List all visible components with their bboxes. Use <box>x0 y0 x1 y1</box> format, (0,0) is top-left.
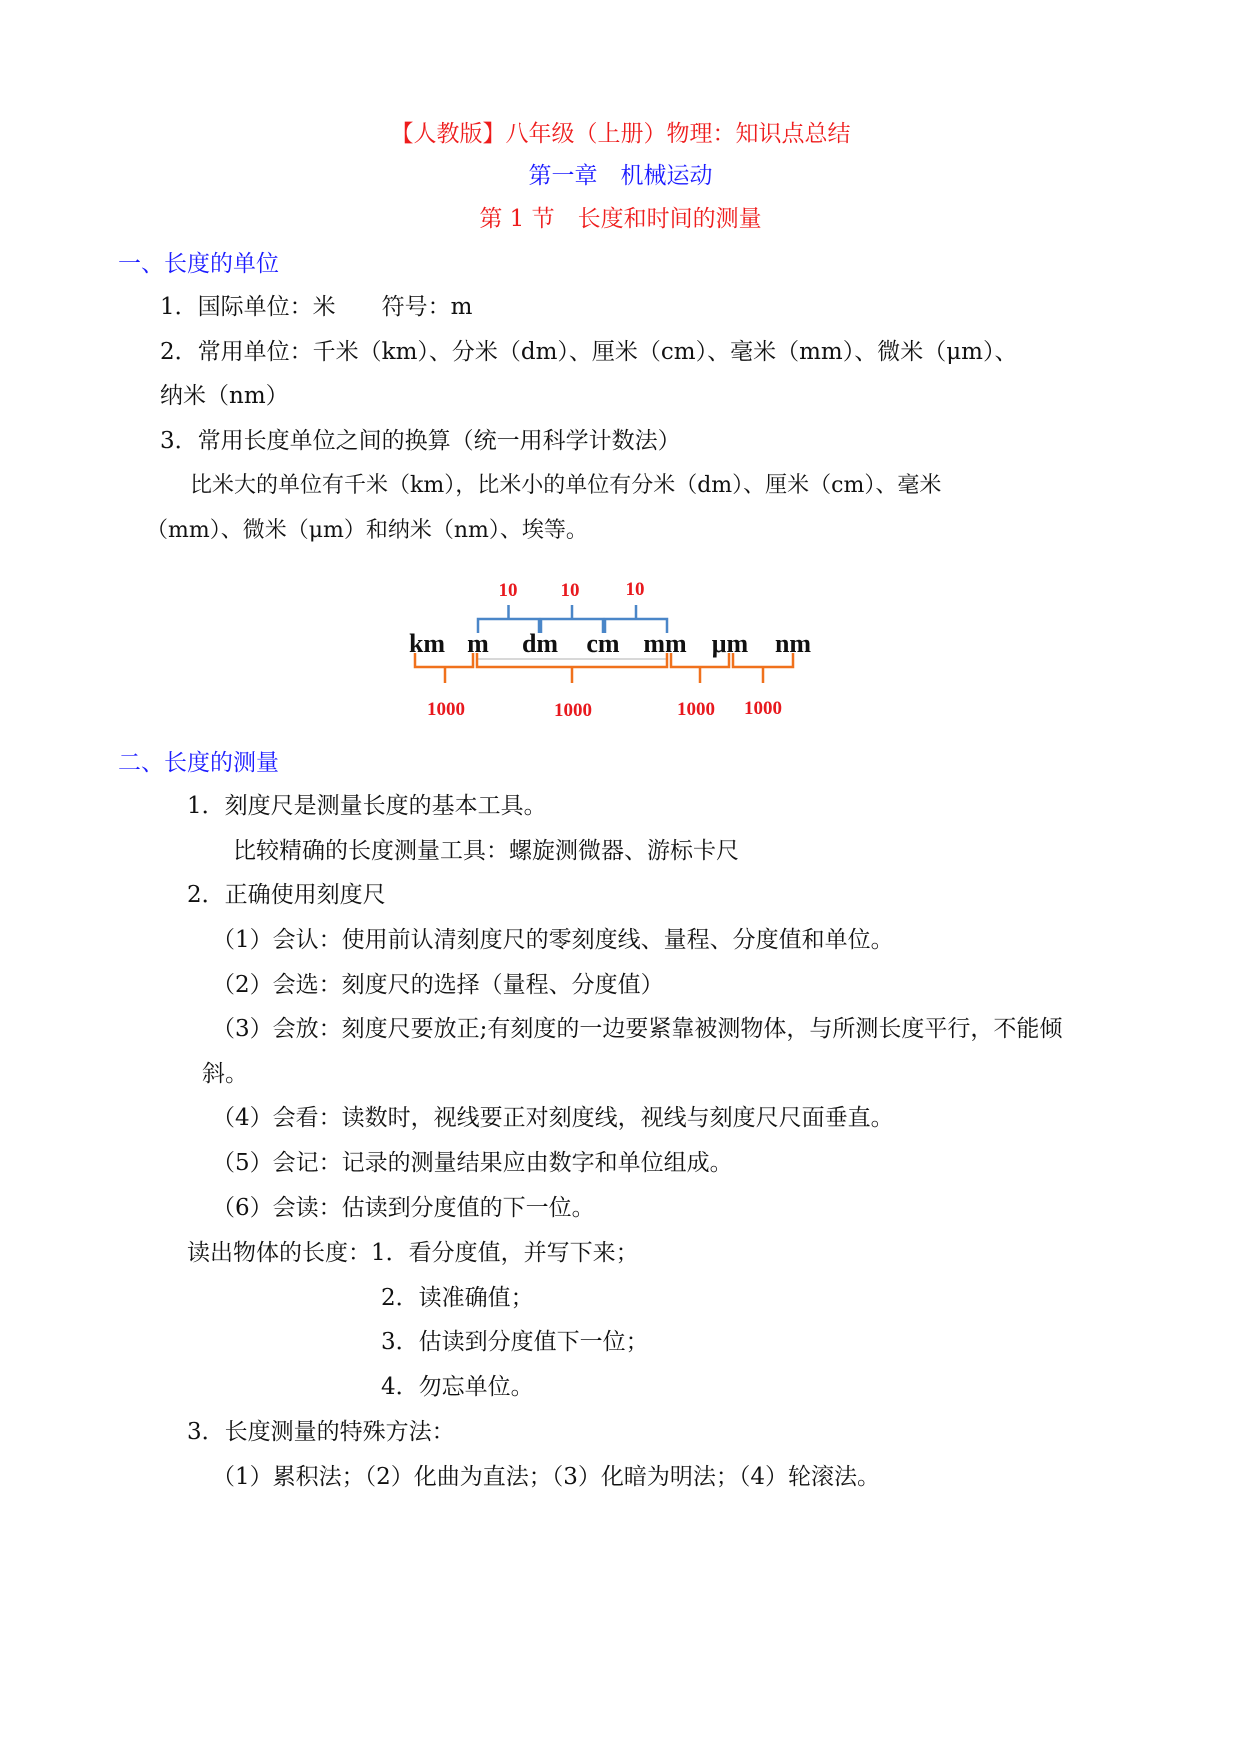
heading-length-measurement: 二、长度的测量 <box>118 750 279 776</box>
unit-label-nm: nm <box>774 629 812 658</box>
rule-place-line-2: 斜。 <box>202 1061 248 1087</box>
unit-label-dm: dm <box>521 629 559 658</box>
rule-look: （4）会看：读数时，视线要正对刻度线，视线与刻度尺尺面垂直。 <box>212 1105 894 1131</box>
international-unit-line: 1．国际单位：米 符号：m <box>160 294 473 320</box>
bottom-factor-label: 1000 <box>554 700 592 721</box>
unit-label-um: μm <box>711 629 749 658</box>
bottom-factor-label: 1000 <box>427 699 465 720</box>
common-units-line-2: 纳米（nm） <box>160 383 289 409</box>
unit-label-km: km <box>408 629 446 658</box>
unit-label-mm: mm <box>643 629 687 658</box>
ruler-basic-tool: 1．刻度尺是测量长度的基本工具。 <box>187 793 547 819</box>
bottom-bracket-m-mm <box>477 653 667 683</box>
unit-label-cm: cm <box>586 629 620 658</box>
conversion-paragraph-line-2: （mm）、微米（μm）和纳米（nm）、埃等。 <box>146 518 588 543</box>
unit-conversion-diagram <box>405 565 825 730</box>
conversion-paragraph-line-1: 比米大的单位有千米（km），比米小的单位有分米（dm）、厘米（cm）、毫米 <box>190 473 942 498</box>
heading-length-units: 一、长度的单位 <box>118 251 279 277</box>
chapter-title: 第一章 机械运动 <box>528 163 713 189</box>
unit-label-m: m <box>467 629 489 658</box>
precise-tools-line: 比较精确的长度测量工具：螺旋测微器、游标卡尺 <box>233 838 739 864</box>
top-factor-label: 10 <box>625 579 645 600</box>
reading-step-2: 2．读准确值； <box>381 1285 534 1311</box>
rule-place-line-1: （3）会放：刻度尺要放正;有刻度的一边要紧靠被测物体，与所测长度平行，不能倾 <box>212 1016 1063 1042</box>
rule-recognize: （1）会认：使用前认清刻度尺的零刻度线、量程、分度值和单位。 <box>212 927 894 953</box>
section-title: 第 1 节 长度和时间的测量 <box>479 206 762 232</box>
rule-record: （5）会记：记录的测量结果应由数字和单位组成。 <box>212 1150 733 1176</box>
reading-step-3: 3．估读到分度值下一位； <box>381 1329 649 1355</box>
top-factor-label: 10 <box>560 580 580 601</box>
reading-steps-intro: 读出物体的长度：1．看分度值，并写下来； <box>187 1240 639 1266</box>
conversion-item: 3．常用长度单位之间的换算（统一用科学计数法） <box>160 428 681 454</box>
top-brackets <box>478 605 667 633</box>
top-factor-labels <box>499 579 645 601</box>
rule-select: （2）会选：刻度尺的选择（量程、分度值） <box>212 972 664 998</box>
common-units-line-1: 2．常用单位：千米（km）、分米（dm）、厘米（cm）、毫米（mm）、微米（μm）、 <box>160 339 1018 365</box>
top-factor-label: 10 <box>498 580 518 601</box>
rule-read: （6）会读：估读到分度值的下一位。 <box>212 1195 595 1221</box>
unit-labels <box>409 629 811 658</box>
special-methods-list: （1）累积法；（2）化曲为直法；（3）化暗为明法；（4）轮滚法。 <box>212 1464 881 1490</box>
reading-step-4: 4．勿忘单位。 <box>381 1374 534 1400</box>
bottom-factor-labels <box>427 698 782 721</box>
document-title: 【人教版】八年级（上册）物理：知识点总结 <box>390 121 851 147</box>
bottom-factor-label: 1000 <box>677 699 715 720</box>
correct-use-heading: 2．正确使用刻度尺 <box>187 882 386 908</box>
special-methods-heading: 3．长度测量的特殊方法： <box>187 1419 455 1445</box>
bottom-factor-label: 1000 <box>744 698 782 719</box>
